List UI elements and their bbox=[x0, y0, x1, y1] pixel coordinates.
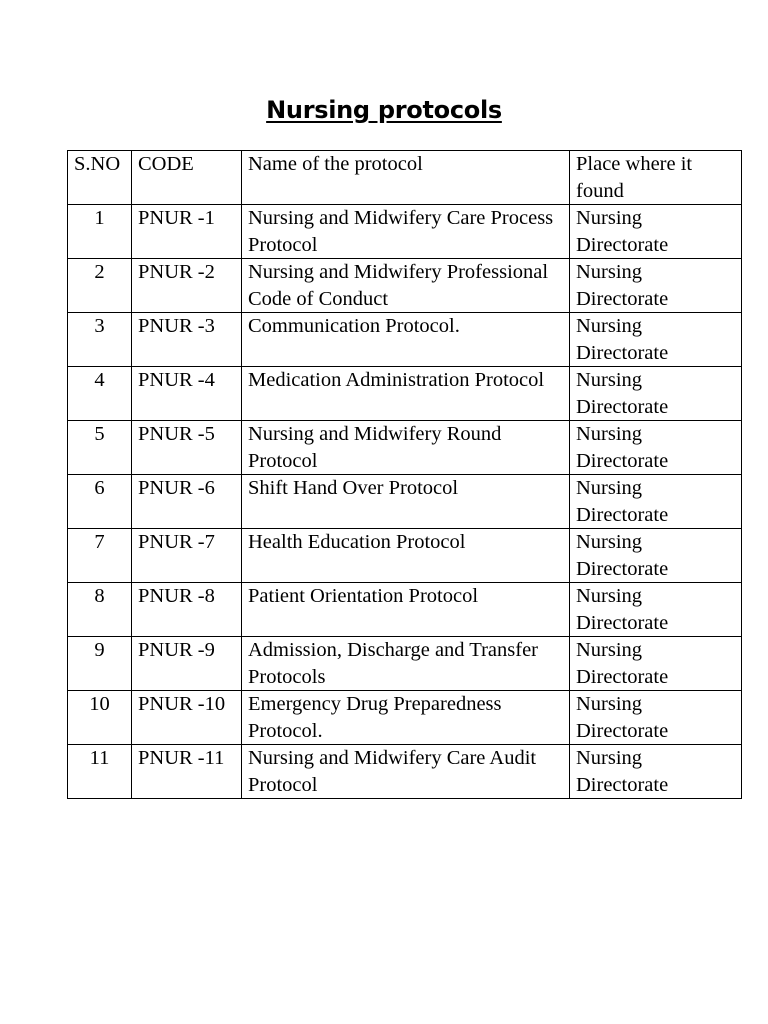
cell-code: PNUR -8 bbox=[132, 583, 242, 637]
cell-place: Nursing Directorate bbox=[570, 529, 742, 583]
cell-sno: 10 bbox=[68, 691, 132, 745]
cell-code: PNUR -10 bbox=[132, 691, 242, 745]
cell-sno: 6 bbox=[68, 475, 132, 529]
table-row bbox=[68, 205, 742, 259]
cell-protocol-name: Emergency Drug Preparedness Protocol. bbox=[242, 691, 570, 745]
cell-sno: 7 bbox=[68, 529, 132, 583]
cell-code: PNUR -5 bbox=[132, 421, 242, 475]
cell-place: Nursing Directorate bbox=[570, 691, 742, 745]
table-header-row bbox=[68, 151, 742, 205]
cell-protocol-name: Admission, Discharge and Transfer Protocols bbox=[242, 637, 570, 691]
cell-protocol-name: Nursing and Midwifery Care Process Protocol bbox=[242, 205, 570, 259]
cell-code: PNUR -3 bbox=[132, 313, 242, 367]
cell-place: Nursing Directorate bbox=[570, 745, 742, 799]
cell-protocol-name: Health Education Protocol bbox=[242, 529, 570, 583]
table-row bbox=[68, 421, 742, 475]
table-row bbox=[68, 367, 742, 421]
cell-place: Nursing Directorate bbox=[570, 313, 742, 367]
cell-place: Nursing Directorate bbox=[570, 421, 742, 475]
table-row bbox=[68, 691, 742, 745]
cell-sno: 1 bbox=[68, 205, 132, 259]
cell-place: Nursing Directorate bbox=[570, 205, 742, 259]
cell-code: PNUR -7 bbox=[132, 529, 242, 583]
cell-code: PNUR -9 bbox=[132, 637, 242, 691]
cell-place: Nursing Directorate bbox=[570, 475, 742, 529]
cell-place: Nursing Directorate bbox=[570, 259, 742, 313]
cell-code: PNUR -1 bbox=[132, 205, 242, 259]
cell-sno: 2 bbox=[68, 259, 132, 313]
table-row bbox=[68, 745, 742, 799]
cell-protocol-name: Nursing and Midwifery Care Audit Protocol bbox=[242, 745, 570, 799]
page-title: Nursing protocols bbox=[266, 96, 502, 124]
cell-place: Nursing Directorate bbox=[570, 637, 742, 691]
cell-sno: 5 bbox=[68, 421, 132, 475]
cell-code: PNUR -6 bbox=[132, 475, 242, 529]
table-row bbox=[68, 313, 742, 367]
cell-protocol-name: Communication Protocol. bbox=[242, 313, 570, 367]
cell-sno: 8 bbox=[68, 583, 132, 637]
cell-place: Nursing Directorate bbox=[570, 367, 742, 421]
protocols-table bbox=[67, 150, 742, 799]
table-row bbox=[68, 259, 742, 313]
table-row bbox=[68, 529, 742, 583]
cell-code: PNUR -2 bbox=[132, 259, 242, 313]
header-sno: S.NO bbox=[68, 151, 132, 205]
cell-sno: 3 bbox=[68, 313, 132, 367]
table-row bbox=[68, 475, 742, 529]
cell-sno: 11 bbox=[68, 745, 132, 799]
cell-protocol-name: Patient Orientation Protocol bbox=[242, 583, 570, 637]
cell-sno: 9 bbox=[68, 637, 132, 691]
cell-protocol-name: Medication Administration Protocol bbox=[242, 367, 570, 421]
cell-sno: 4 bbox=[68, 367, 132, 421]
table-row bbox=[68, 637, 742, 691]
header-code: CODE bbox=[132, 151, 242, 205]
cell-protocol-name: Nursing and Midwifery Professional Code of Conduct bbox=[242, 259, 570, 313]
table-row bbox=[68, 583, 742, 637]
cell-code: PNUR -4 bbox=[132, 367, 242, 421]
cell-code: PNUR -11 bbox=[132, 745, 242, 799]
cell-protocol-name: Nursing and Midwifery Round Protocol bbox=[242, 421, 570, 475]
header-protocol-name: Name of the protocol bbox=[242, 151, 570, 205]
cell-protocol-name: Shift Hand Over Protocol bbox=[242, 475, 570, 529]
cell-place: Nursing Directorate bbox=[570, 583, 742, 637]
header-place: Place where it found bbox=[570, 151, 742, 205]
